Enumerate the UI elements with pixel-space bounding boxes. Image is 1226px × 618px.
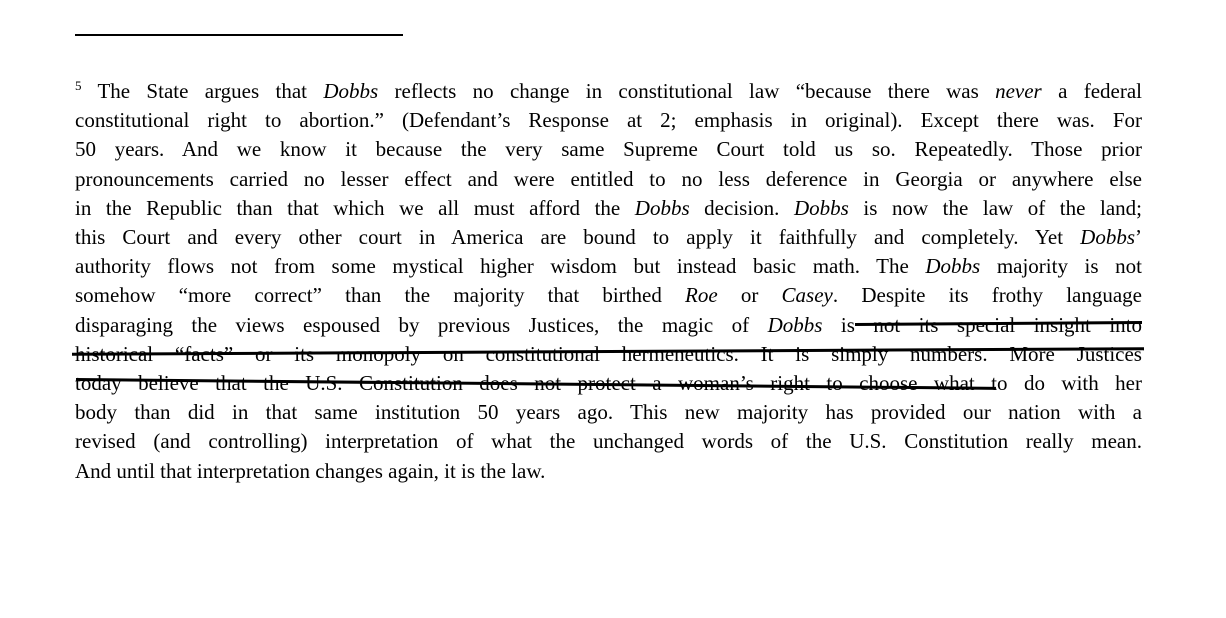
footnote-text: majority is not <box>980 254 1142 279</box>
case-name-italic: Dobbs <box>323 79 379 103</box>
footnote-line <box>75 311 1142 340</box>
case-name-italic: Roe <box>685 283 718 308</box>
footnote-text: revised (and controlling) interpretation of what the unchanged words of the U.S. Constitution really mean. <box>75 429 1142 454</box>
footnote-text: . <box>832 283 862 308</box>
case-name-italic: Dobbs <box>1080 225 1135 250</box>
case-name-italic: Dobbs <box>793 195 849 220</box>
footnote-text: decision. <box>689 195 794 220</box>
case-name-italic: Dobbs <box>767 312 823 337</box>
footnote-text: The State argues that <box>81 79 324 103</box>
footnote-line <box>75 165 1142 194</box>
footnote-line <box>75 457 1142 486</box>
footnote-text: reflects no change in constitutional law “because there was <box>378 79 996 103</box>
footnote-text: or <box>717 283 782 308</box>
footnote-line <box>75 135 1142 164</box>
footnote-text: constitutional right to abortion.” (Defendant’s Response at 2; emphasis in original). Except there was. For <box>75 108 1142 133</box>
footnote-text: And until that interpretation changes again, it is the law. <box>75 458 546 483</box>
footnote-text: pronouncements carried no lesser effect and were entitled to no less deference in Georgia or anywhere else <box>75 166 1142 191</box>
footnote-line <box>75 398 1142 427</box>
footnote-line <box>75 427 1142 456</box>
footnote-separator-rule <box>75 34 403 36</box>
footnote-text: authority flows not from some mystical higher wisdom but instead basic math. The <box>75 254 926 279</box>
footnote-text: today believe that the U.S. Constitution does not protect a woman’s right to choose what to do with her <box>75 371 1142 396</box>
footnote-text: this Court and every other court in America are bound to apply it faithfully and completely. Yet <box>75 225 1081 250</box>
footnote-text: historical “facts” or its monopoly on constitutional hermeneutics. It is simply numbers. <box>75 341 988 366</box>
case-name-italic: Dobbs <box>634 195 690 220</box>
footnote-paragraph <box>75 77 1142 486</box>
case-name-italic: never <box>995 79 1042 103</box>
footnote-line <box>75 194 1142 223</box>
footnote-text: somehow “more correct” than the majority that birthed <box>75 283 686 308</box>
footnote-line <box>75 106 1142 135</box>
footnote-text: body than did in that same institution 50 years ago. This new majority has provided our nation with a <box>75 400 1142 425</box>
footnote-line <box>75 77 1142 106</box>
footnote-text: in the Republic than that which we all must afford the <box>75 195 635 220</box>
footnote-line <box>75 281 1142 310</box>
footnote-text: Despite its frothy language <box>861 283 1143 308</box>
footnote-text: is now the law of the land; <box>848 195 1143 220</box>
footnote-text: More Justices <box>987 341 1142 366</box>
case-name-italic: Dobbs <box>925 254 981 279</box>
footnote-line <box>75 223 1142 252</box>
footnote-text: a federal <box>1041 79 1142 103</box>
footnote-line <box>75 252 1142 281</box>
footnote-text: ’ <box>1135 225 1142 250</box>
case-name-italic: Casey <box>781 283 833 308</box>
footnote-text: is not its special insight into <box>822 312 1142 337</box>
footnote-number: 5 <box>75 78 82 93</box>
footnote-text: 50 years. And we know it because the very same Supreme Court told us so. Repeatedly. Those prior <box>75 137 1142 162</box>
footnote-text: disparaging the views espoused by previous Justices, the magic of <box>75 312 768 337</box>
